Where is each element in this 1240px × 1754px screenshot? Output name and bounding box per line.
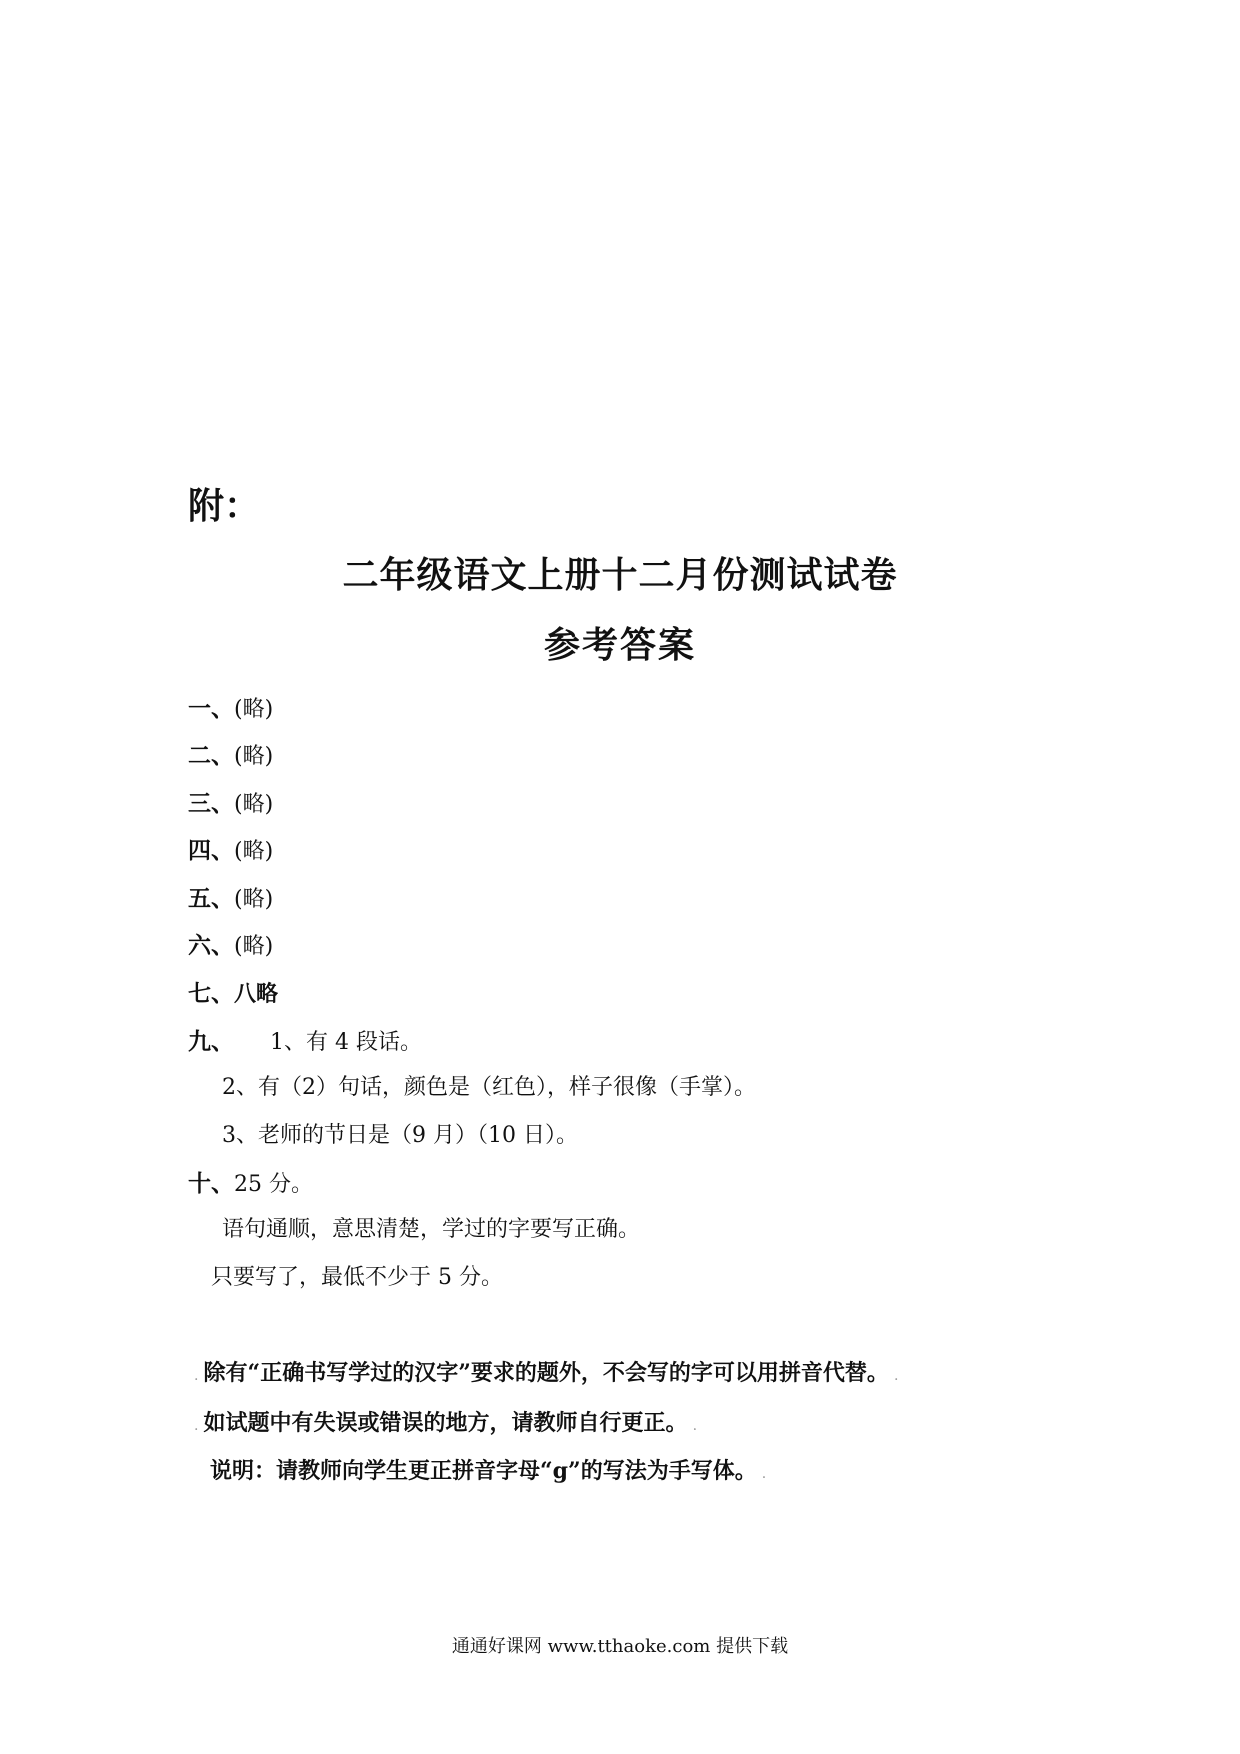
appendix-label: 附： <box>188 485 261 527</box>
answer-number: 九、 <box>188 1028 234 1055</box>
note-line <box>210 1454 766 1485</box>
answer-item <box>188 927 273 960</box>
q10-line: 语句通顺，意思清楚，学过的字要写正确。 <box>222 1217 641 1242</box>
q9-sub-line: 3、老师的节日是（9 月）（10 日）。 <box>222 1123 578 1148</box>
answer-text: 1、有 4 段话。 <box>270 1030 422 1055</box>
answer-text: (略) <box>234 887 274 912</box>
note-text: 除有“正确书写学过的汉字”要求的题外，不会写的字可以用拼音代替。 <box>203 1360 889 1386</box>
scan-mark: . <box>761 1466 767 1482</box>
scan-mark: . <box>194 1418 199 1434</box>
footer-credit: 通通好课网 www.tthaoke.com 提供下载 <box>451 1636 789 1657</box>
answer-number: 五、 <box>188 885 234 912</box>
answer-item <box>188 1165 313 1198</box>
note-text: 如试题中有失误或错误的地方，请教师自行更正。 <box>203 1410 688 1436</box>
note-line <box>194 1406 697 1437</box>
answer-number: 六、 <box>188 932 234 959</box>
answer-text: 25 分。 <box>234 1172 313 1197</box>
q9-sub-line: 2、有（2）句话，颜色是（红色），样子很像（手掌）。 <box>222 1075 756 1100</box>
answer-item <box>188 975 278 1008</box>
answer-item <box>188 832 273 865</box>
answer-text: (略) <box>234 934 274 959</box>
scan-mark: . <box>692 1418 698 1434</box>
note-line <box>194 1356 898 1387</box>
q10-line: 只要写了，最低不少于 5 分。 <box>211 1265 503 1290</box>
answer-number: 七、 <box>188 980 234 1007</box>
scan-mark: . <box>194 1368 199 1384</box>
answer-number: 一、 <box>188 695 234 722</box>
answer-number: 二、 <box>188 742 234 769</box>
answer-text: (略) <box>234 697 274 722</box>
answer-item <box>188 690 273 723</box>
answer-item <box>188 880 273 913</box>
answer-text: 八略 <box>234 981 279 1007</box>
answer-item <box>188 737 273 770</box>
document-subtitle: 参考答案 <box>543 624 696 666</box>
answer-text: (略) <box>234 744 274 769</box>
answer-item <box>188 1023 422 1056</box>
note-text: 说明：请教师向学生更正拼音字母“g”的写法为手写体。 <box>210 1458 757 1484</box>
answer-number: 十、 <box>188 1170 234 1197</box>
document-title: 二年级语文上册十二月份测试试卷 <box>342 554 898 596</box>
answer-number: 三、 <box>188 790 234 817</box>
scan-mark: . <box>893 1368 899 1384</box>
answer-item <box>188 785 273 818</box>
answer-text: (略) <box>234 839 274 864</box>
answer-number: 四、 <box>188 837 234 864</box>
answer-text: (略) <box>234 792 274 817</box>
